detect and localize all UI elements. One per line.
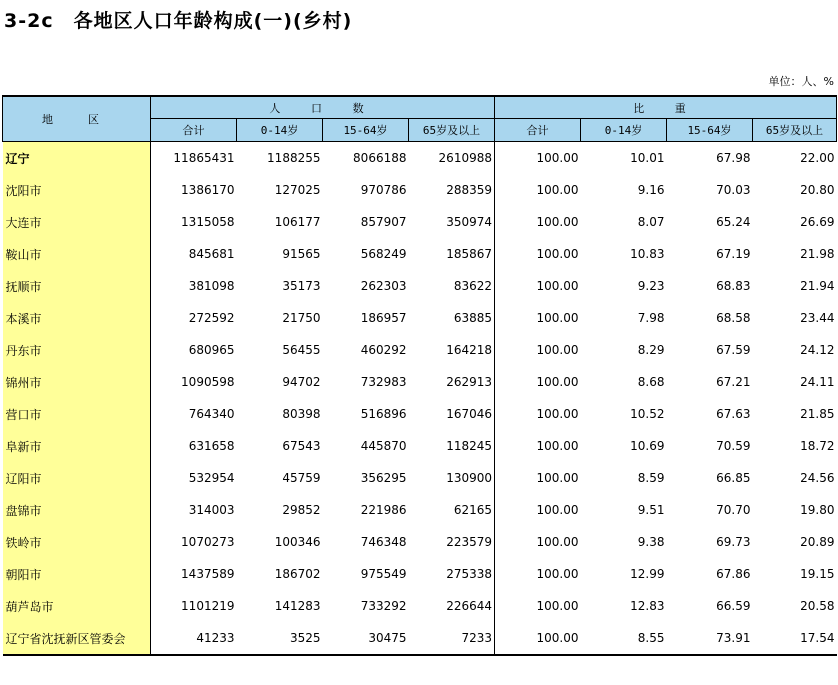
region-name-cell: 鞍山市 xyxy=(3,238,151,270)
table-row xyxy=(3,590,837,622)
value-cell: 314003 xyxy=(188,503,235,517)
value-cell: 1386170 xyxy=(181,183,235,197)
value-cell: 100.00 xyxy=(495,526,581,558)
table-header xyxy=(3,96,837,142)
region-name-cell: 本溪市 xyxy=(3,302,151,334)
value-cell: 2610988 xyxy=(438,151,492,165)
page-title: 3-2c 各地区人口年龄构成(一)(乡村) xyxy=(4,10,353,32)
value-cell: 164218 xyxy=(446,343,492,357)
region-name-cell: 盘锦市 xyxy=(3,494,151,526)
value-cell: 381098 xyxy=(188,279,235,293)
value-cell: 22.00 xyxy=(800,151,835,165)
table-row xyxy=(3,270,837,302)
value-cell: 9.38 xyxy=(637,535,665,549)
value-cell: 100.00 xyxy=(495,206,581,238)
region-name-cell: 辽宁省沈抚新区管委会 xyxy=(3,622,151,655)
value-cell: 19.15 xyxy=(800,567,835,581)
value-cell: 100.00 xyxy=(495,334,581,366)
value-cell: 680965 xyxy=(188,343,235,357)
value-cell: 21.85 xyxy=(800,407,835,421)
value-cell: 67.86 xyxy=(716,567,751,581)
value-cell: 100.00 xyxy=(495,494,581,526)
value-cell: 1070273 xyxy=(181,535,235,549)
value-cell: 8.07 xyxy=(637,215,665,229)
ratio-group-header: 比 重 xyxy=(495,96,837,119)
value-cell: 9.23 xyxy=(637,279,665,293)
value-cell: 186957 xyxy=(360,311,407,325)
value-cell: 970786 xyxy=(360,183,407,197)
col-header: 0-14岁 xyxy=(237,119,323,142)
value-cell: 24.12 xyxy=(800,343,835,357)
value-cell: 69.73 xyxy=(716,535,751,549)
value-cell: 733292 xyxy=(360,599,407,613)
value-cell: 3525 xyxy=(237,622,323,655)
value-cell: 10.01 xyxy=(630,151,665,165)
value-cell: 516896 xyxy=(360,407,407,421)
value-cell: 975549 xyxy=(360,567,407,581)
value-cell: 100.00 xyxy=(495,590,581,622)
value-cell: 732983 xyxy=(360,375,407,389)
value-cell: 127025 xyxy=(274,183,321,197)
value-cell: 7.98 xyxy=(637,311,665,325)
region-header: 地 区 xyxy=(3,96,151,142)
region-name-cell: 丹东市 xyxy=(3,334,151,366)
value-cell: 100.00 xyxy=(495,558,581,590)
value-cell: 11865431 xyxy=(173,151,235,165)
table-row xyxy=(3,622,837,655)
region-name-cell: 沈阳市 xyxy=(3,174,151,206)
value-cell: 100.00 xyxy=(495,398,581,430)
region-name-cell: 大连市 xyxy=(3,206,151,238)
value-cell: 845681 xyxy=(188,247,235,261)
value-cell: 100.00 xyxy=(495,462,581,494)
value-cell: 65.24 xyxy=(716,215,751,229)
region-name-cell: 锦州市 xyxy=(3,366,151,398)
value-cell: 8.29 xyxy=(637,343,665,357)
col-header: 合计 xyxy=(151,119,237,142)
value-cell: 1090598 xyxy=(181,375,235,389)
value-cell: 8066188 xyxy=(353,151,407,165)
value-cell: 18.72 xyxy=(800,439,835,453)
value-cell: 21.94 xyxy=(800,279,835,293)
value-cell: 275338 xyxy=(446,567,492,581)
value-cell: 67543 xyxy=(282,439,321,453)
table-row xyxy=(3,302,837,334)
value-cell: 100.00 xyxy=(495,302,581,334)
value-cell: 764340 xyxy=(188,407,235,421)
value-cell: 70.03 xyxy=(716,183,751,197)
value-cell: 20.58 xyxy=(800,599,835,613)
region-name-cell: 朝阳市 xyxy=(3,558,151,590)
value-cell: 186702 xyxy=(274,567,321,581)
value-cell: 356295 xyxy=(360,471,407,485)
value-cell: 67.63 xyxy=(716,407,751,421)
value-cell: 8.55 xyxy=(581,622,667,655)
value-cell: 1315058 xyxy=(181,215,235,229)
value-cell: 91565 xyxy=(282,247,321,261)
table-row xyxy=(3,206,837,238)
value-cell: 1101219 xyxy=(181,599,235,613)
value-cell: 185867 xyxy=(446,247,492,261)
value-cell: 141283 xyxy=(274,599,321,613)
value-cell: 1437589 xyxy=(181,567,235,581)
value-cell: 29852 xyxy=(282,503,321,517)
value-cell: 223579 xyxy=(446,535,492,549)
value-cell: 226644 xyxy=(446,599,492,613)
value-cell: 24.11 xyxy=(800,375,835,389)
col-header: 合计 xyxy=(495,119,581,142)
region-name-cell: 辽宁 xyxy=(3,142,151,175)
table-row xyxy=(3,462,837,494)
value-cell: 10.69 xyxy=(630,439,665,453)
table-row xyxy=(3,238,837,270)
unit-label: 单位：人、% xyxy=(768,75,834,88)
value-cell: 68.58 xyxy=(716,311,751,325)
value-cell: 100.00 xyxy=(495,238,581,270)
value-cell: 20.80 xyxy=(800,183,835,197)
value-cell: 262303 xyxy=(360,279,407,293)
value-cell: 288359 xyxy=(446,183,492,197)
table-row xyxy=(3,366,837,398)
value-cell: 167046 xyxy=(446,407,492,421)
value-cell: 94702 xyxy=(282,375,321,389)
value-cell: 1188255 xyxy=(267,151,321,165)
value-cell: 130900 xyxy=(446,471,492,485)
value-cell: 66.59 xyxy=(716,599,751,613)
table-body xyxy=(3,142,837,656)
value-cell: 221986 xyxy=(360,503,407,517)
region-name-cell: 营口市 xyxy=(3,398,151,430)
value-cell: 460292 xyxy=(360,343,407,357)
value-cell: 67.98 xyxy=(716,151,751,165)
value-cell: 100.00 xyxy=(495,430,581,462)
table-row xyxy=(3,494,837,526)
value-cell: 19.80 xyxy=(800,503,835,517)
col-header: 0-14岁 xyxy=(581,119,667,142)
table-row xyxy=(3,334,837,366)
value-cell: 100.00 xyxy=(495,142,581,175)
value-cell: 118245 xyxy=(446,439,492,453)
value-cell: 20.89 xyxy=(800,535,835,549)
population-age-table xyxy=(2,95,837,656)
value-cell: 12.83 xyxy=(630,599,665,613)
value-cell: 12.99 xyxy=(630,567,665,581)
value-cell: 568249 xyxy=(360,247,407,261)
col-header: 65岁及以上 xyxy=(753,119,837,142)
value-cell: 445870 xyxy=(360,439,407,453)
value-cell: 67.19 xyxy=(716,247,751,261)
value-cell: 23.44 xyxy=(800,311,835,325)
region-name-cell: 铁岭市 xyxy=(3,526,151,558)
value-cell: 350974 xyxy=(446,215,492,229)
population-group-header: 人 口 数 xyxy=(151,96,495,119)
value-cell: 262913 xyxy=(446,375,492,389)
value-cell: 67.21 xyxy=(716,375,751,389)
value-cell: 24.56 xyxy=(800,471,835,485)
region-name-cell: 葫芦岛市 xyxy=(3,590,151,622)
value-cell: 100.00 xyxy=(495,174,581,206)
table-row xyxy=(3,142,837,175)
value-cell: 70.59 xyxy=(716,439,751,453)
region-name-cell: 阜新市 xyxy=(3,430,151,462)
value-cell: 83622 xyxy=(453,279,492,293)
value-cell: 63885 xyxy=(453,311,492,325)
value-cell: 100346 xyxy=(274,535,321,549)
value-cell: 45759 xyxy=(282,471,321,485)
table-row xyxy=(3,558,837,590)
value-cell: 21.98 xyxy=(800,247,835,261)
value-cell: 80398 xyxy=(282,407,321,421)
value-cell: 26.69 xyxy=(800,215,835,229)
value-cell: 10.83 xyxy=(630,247,665,261)
value-cell: 746348 xyxy=(360,535,407,549)
value-cell: 70.70 xyxy=(716,503,751,517)
value-cell: 532954 xyxy=(188,471,235,485)
region-name-cell: 辽阳市 xyxy=(3,462,151,494)
value-cell: 56455 xyxy=(282,343,321,357)
table-row xyxy=(3,174,837,206)
value-cell: 7233 xyxy=(409,622,495,655)
value-cell: 21750 xyxy=(282,311,321,325)
value-cell: 41233 xyxy=(151,622,237,655)
col-header: 15-64岁 xyxy=(667,119,753,142)
value-cell: 8.59 xyxy=(637,471,665,485)
value-cell: 100.00 xyxy=(495,270,581,302)
value-cell: 100.00 xyxy=(495,366,581,398)
value-cell: 73.91 xyxy=(667,622,753,655)
value-cell: 62165 xyxy=(453,503,492,517)
value-cell: 67.59 xyxy=(716,343,751,357)
table-row xyxy=(3,430,837,462)
value-cell: 106177 xyxy=(274,215,321,229)
value-cell: 100.00 xyxy=(495,622,581,655)
value-cell: 17.54 xyxy=(753,622,837,655)
value-cell: 631658 xyxy=(188,439,235,453)
value-cell: 9.16 xyxy=(637,183,665,197)
table-row xyxy=(3,526,837,558)
value-cell: 35173 xyxy=(282,279,321,293)
region-name-cell: 抚顺市 xyxy=(3,270,151,302)
value-cell: 10.52 xyxy=(630,407,665,421)
col-header: 15-64岁 xyxy=(323,119,409,142)
col-header: 65岁及以上 xyxy=(409,119,495,142)
value-cell: 30475 xyxy=(323,622,409,655)
value-cell: 857907 xyxy=(360,215,407,229)
value-cell: 68.83 xyxy=(716,279,751,293)
value-cell: 66.85 xyxy=(716,471,751,485)
value-cell: 272592 xyxy=(188,311,235,325)
table-row xyxy=(3,398,837,430)
value-cell: 9.51 xyxy=(637,503,665,517)
value-cell: 8.68 xyxy=(637,375,665,389)
